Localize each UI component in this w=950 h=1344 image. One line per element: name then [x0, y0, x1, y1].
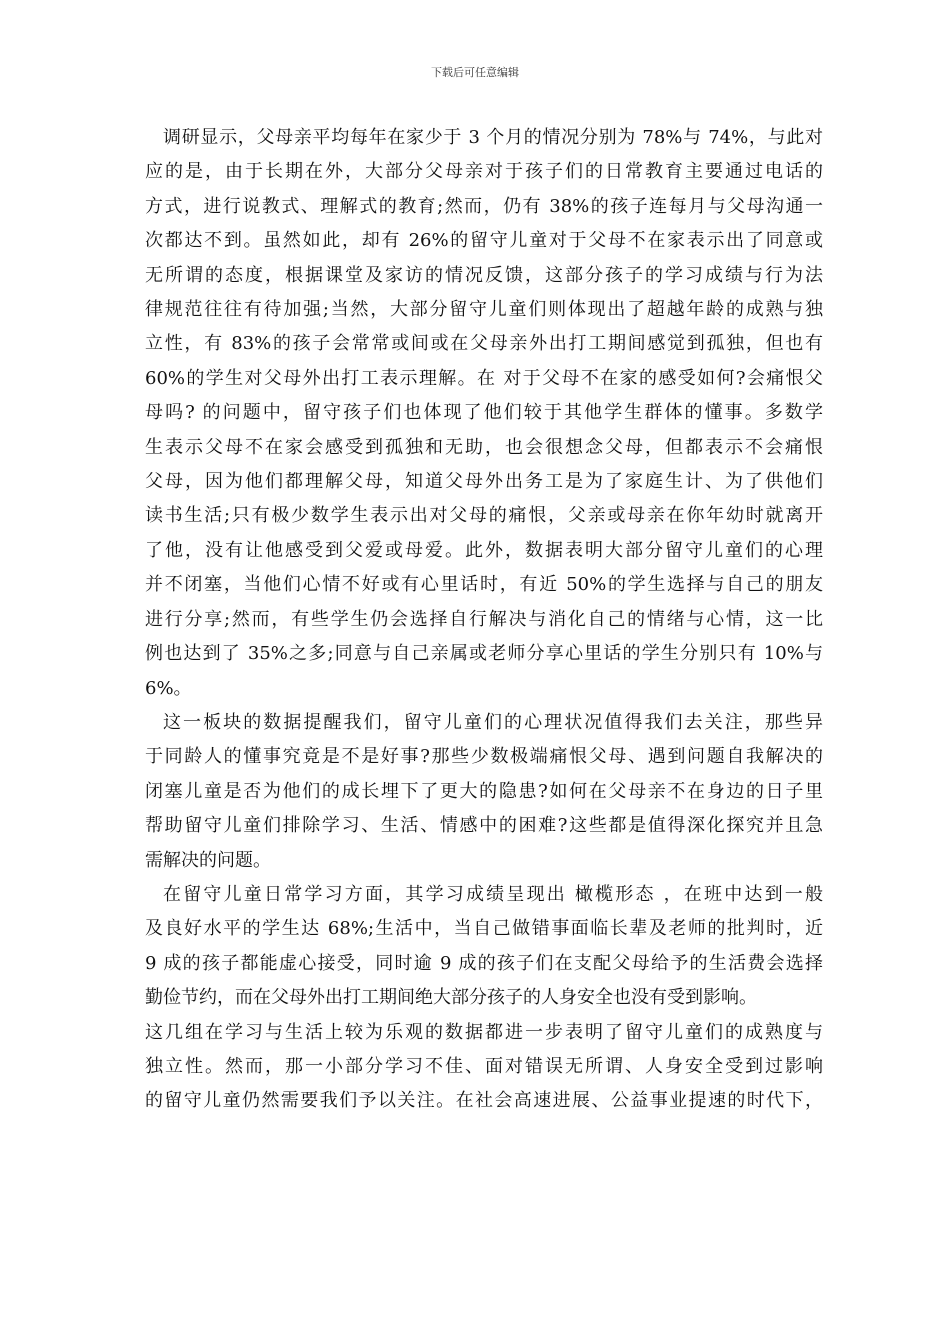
paragraph-line: 无所谓的态度，根据课堂及家访的情况反馈，这部分孩子的学习成绩与行为法	[145, 264, 823, 286]
paragraph-line: 父母，因为他们都理解父母，知道父母外出务工是为了家庭生计、为了供他们	[145, 471, 823, 493]
paragraph-line: 需解决的问题。	[145, 849, 271, 871]
paragraph-line: 应的是，由于长期在外，大部分父母亲对于孩子们的日常教育主要通过电话的	[145, 161, 823, 183]
paragraph-line: 了他，没有让他感受到父爱或母爱。此外，数据表明大部分留守儿童们的心理	[145, 539, 823, 561]
paragraph-line: 闭塞儿童是否为他们的成长埋下了更大的隐患?如何在父母亲不在身边的日子里	[145, 780, 823, 802]
paragraph-line: 勤俭节约，而在父母外出打工期间绝大部分孩子的人身安全也没有受到影响。	[145, 987, 757, 1009]
paragraph-line: 在留守儿童日常学习方面，其学习成绩呈现出 橄榄形态 ，在班中达到一般	[163, 883, 823, 905]
paragraph-line: 6%。	[145, 677, 192, 699]
paragraph-1	[145, 121, 823, 706]
paragraph-line: 立性，有 83%的孩子会常常或间或在父母亲外出打工期间感觉到孤独，但也有	[145, 333, 823, 355]
paragraph-3	[145, 878, 823, 1119]
paragraph-line: 调研显示，父母亲平均每年在家少于 3 个月的情况分别为 78%与 74%，与此对	[163, 127, 823, 148]
paragraph-line: 这几组在学习与生活上较为乐观的数据都进一步表明了留守儿童们的成熟度与	[145, 1021, 823, 1043]
paragraph-line: 帮助留守儿童们排除学习、生活、情感中的困难?这些都是值得深化探究并且急	[145, 815, 823, 837]
paragraph-line: 并不闭塞，当他们心情不好或有心里话时，有近 50%的学生选择与自己的朋友	[145, 574, 823, 596]
paragraph-line: 次都达不到。虽然如此，却有 26%的留守儿童对于父母不在家表示出了同意或	[145, 230, 823, 252]
paragraph-line: 60%的学生对父母外出打工表示理解。在 对于父母不在家的感受如何?会痛恨父	[145, 367, 823, 389]
paragraph-line: 的留守儿童仍然需要我们予以关注。在社会高速进展、公益事业提速的时代下，	[145, 1090, 823, 1112]
paragraph-line: 方式，进行说教式、理解式的教育;然而，仍有 38%的孩子连每月与父母沟通一	[145, 195, 823, 217]
paragraph-line: 及良好水平的学生达 68%;生活中，当自己做错事面临长辈及老师的批判时，近	[145, 918, 823, 940]
paragraph-line: 生表示父母不在家会感受到孤独和无助，也会很想念父母，但都表示不会痛恨	[145, 436, 823, 458]
paragraph-line: 律规范往往有待加强;当然，大部分留守儿童们则体现出了超越年龄的成熟与独	[145, 299, 823, 321]
paragraph-2	[145, 706, 823, 878]
paragraph-line: 于同龄人的懂事究竟是不是好事?那些少数极端痛恨父母、遇到问题自我解决的	[145, 746, 823, 768]
paragraph-line: 这一板块的数据提醒我们，留守儿童们的心理状况值得我们去关注，那些异	[163, 711, 823, 733]
paragraph-line: 例也达到了 35%之多;同意与自己亲属或老师分享心里话的学生分别只有 10%与	[145, 643, 823, 665]
page-header: 下载后可任意编辑	[431, 66, 519, 79]
paragraph-line: 进行分享;然而，有些学生仍会选择自行解决与消化自己的情绪与心情，这一比	[145, 608, 823, 630]
paragraph-line: 独立性。然而，那一小部分学习不佳、面对错误无所谓、人身安全受到过影响	[145, 1055, 823, 1077]
paragraph-line: 9 成的孩子都能虚心接受，同时逾 9 成的孩子们在支配父母给予的生活费会选择	[145, 952, 823, 974]
paragraph-line: 母吗? 的问题中，留守孩子们也体现了他们较于其他学生群体的懂事。多数学	[145, 402, 823, 424]
document-body	[145, 121, 823, 1119]
paragraph-line: 读书生活;只有极少数学生表示出对父母的痛恨，父亲或母亲在你年幼时就离开	[145, 505, 823, 527]
